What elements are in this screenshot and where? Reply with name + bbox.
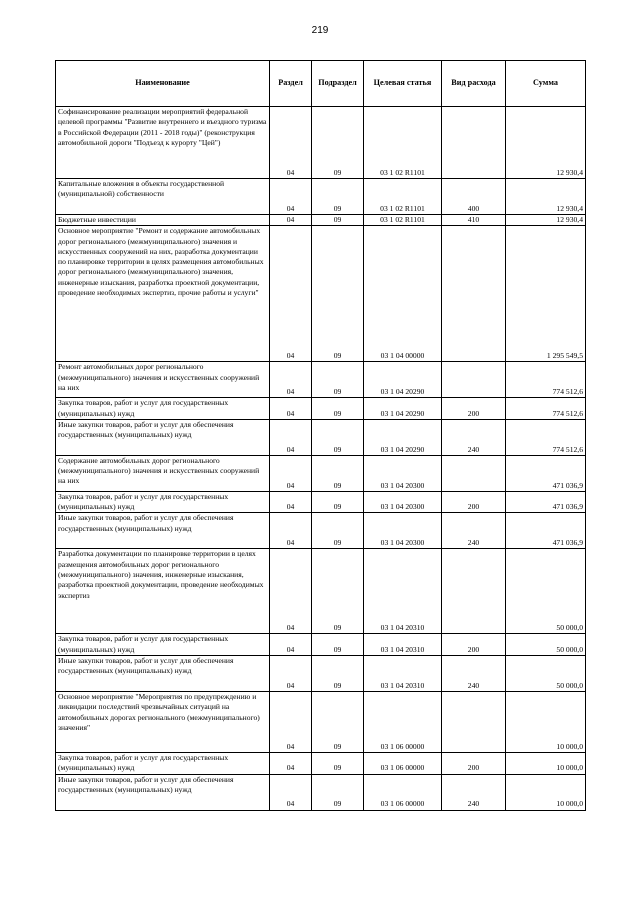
row-statya-cell: 03 1 04 20290	[364, 398, 442, 420]
row-razdel-cell: 04	[270, 179, 312, 215]
row-podrazdel-cell: 09	[312, 774, 364, 810]
row-name-cell: Бюджетные инвестиции	[56, 215, 270, 226]
column-header-podrazdel: Подраздел	[312, 61, 364, 107]
row-vid-cell	[442, 455, 506, 491]
row-name-cell: Ремонт автомобильных дорог регионального (межмуниципального) значения и искусственных сооружений на них	[56, 362, 270, 398]
table-row	[56, 398, 586, 420]
row-summa-cell: 12 930,4	[506, 215, 586, 226]
table-row	[56, 362, 586, 398]
row-razdel-cell: 04	[270, 753, 312, 775]
row-razdel-cell: 04	[270, 549, 312, 634]
table-row	[56, 107, 586, 179]
row-razdel-cell: 04	[270, 362, 312, 398]
row-vid-cell: 200	[442, 491, 506, 513]
row-name-cell: Разработка документации по планировке территории в целях размещения автомобильных дорог регионального (межмуниципального) значения, инженерные изыскания, разработка проектной документации, проведение необходимых экспертиз	[56, 549, 270, 634]
row-podrazdel-cell: 09	[312, 656, 364, 692]
row-vid-cell: 200	[442, 753, 506, 775]
row-razdel-cell: 04	[270, 692, 312, 753]
row-podrazdel-cell: 09	[312, 753, 364, 775]
row-razdel-cell: 04	[270, 634, 312, 656]
row-name-cell: Иные закупки товаров, работ и услуг для обеспечения государственных (муниципальных) нужд	[56, 419, 270, 455]
row-vid-cell	[442, 107, 506, 179]
row-statya-cell: 03 1 06 00000	[364, 753, 442, 775]
row-summa-cell: 10 000,0	[506, 774, 586, 810]
row-podrazdel-cell: 09	[312, 491, 364, 513]
row-vid-cell: 200	[442, 398, 506, 420]
row-summa-cell: 471 036,9	[506, 491, 586, 513]
row-statya-cell: 03 1 04 20290	[364, 362, 442, 398]
table-row	[56, 634, 586, 656]
row-summa-cell: 774 512,6	[506, 398, 586, 420]
row-summa-cell: 10 000,0	[506, 753, 586, 775]
row-name-cell: Содержание автомобильных дорог регионального (межмуниципального) значения и искусственных сооружений на них	[56, 455, 270, 491]
row-summa-cell: 774 512,6	[506, 362, 586, 398]
row-razdel-cell: 04	[270, 398, 312, 420]
column-header-statya: Целевая статья	[364, 61, 442, 107]
row-summa-cell: 50 000,0	[506, 634, 586, 656]
table-row	[56, 656, 586, 692]
row-podrazdel-cell: 09	[312, 398, 364, 420]
row-vid-cell: 240	[442, 419, 506, 455]
row-name-cell: Закупка товаров, работ и услуг для государственных (муниципальных) нужд	[56, 491, 270, 513]
row-statya-cell: 03 1 04 20310	[364, 634, 442, 656]
row-summa-cell: 50 000,0	[506, 549, 586, 634]
budget-table	[55, 60, 586, 811]
row-summa-cell: 774 512,6	[506, 419, 586, 455]
table-row	[56, 179, 586, 215]
table-row	[56, 549, 586, 634]
row-vid-cell	[442, 549, 506, 634]
table-row	[56, 513, 586, 549]
row-razdel-cell: 04	[270, 419, 312, 455]
row-summa-cell: 471 036,9	[506, 455, 586, 491]
column-header-razdel: Раздел	[270, 61, 312, 107]
table-row	[56, 226, 586, 362]
row-name-cell: Закупка товаров, работ и услуг для государственных (муниципальных) нужд	[56, 398, 270, 420]
row-name-cell: Иные закупки товаров, работ и услуг для обеспечения государственных (муниципальных) нужд	[56, 656, 270, 692]
row-podrazdel-cell: 09	[312, 179, 364, 215]
row-razdel-cell: 04	[270, 774, 312, 810]
row-podrazdel-cell: 09	[312, 107, 364, 179]
row-razdel-cell: 04	[270, 656, 312, 692]
row-statya-cell: 03 1 04 20300	[364, 491, 442, 513]
row-vid-cell: 240	[442, 513, 506, 549]
row-razdel-cell: 04	[270, 491, 312, 513]
table-row	[56, 753, 586, 775]
row-summa-cell: 50 000,0	[506, 656, 586, 692]
row-statya-cell: 03 1 02 R1101	[364, 179, 442, 215]
row-vid-cell	[442, 692, 506, 753]
row-summa-cell: 12 930,4	[506, 107, 586, 179]
row-statya-cell: 03 1 06 00000	[364, 774, 442, 810]
table-row	[56, 455, 586, 491]
row-podrazdel-cell: 09	[312, 549, 364, 634]
table-row	[56, 491, 586, 513]
page-number: 219	[311, 25, 329, 36]
row-razdel-cell: 04	[270, 513, 312, 549]
row-name-cell: Основное мероприятие "Мероприятия по предупреждению и ликвидации последствий чрезвычайных ситуаций на автомобильных дорогах регионального (межмуниципального) значения"	[56, 692, 270, 753]
column-header-name: Наименование	[56, 61, 270, 107]
row-statya-cell: 03 1 02 R1101	[364, 107, 442, 179]
row-vid-cell: 240	[442, 774, 506, 810]
table-row	[56, 774, 586, 810]
row-vid-cell: 400	[442, 179, 506, 215]
row-vid-cell: 240	[442, 656, 506, 692]
row-name-cell: Закупка товаров, работ и услуг для государственных (муниципальных) нужд	[56, 753, 270, 775]
row-statya-cell: 03 1 04 20300	[364, 513, 442, 549]
row-name-cell: Софинансирование реализации мероприятий федеральной целевой программы "Развитие внутреннего и въездного туризма в Российской Федерации (2011 - 2018 годы)" (реконструкция автомобильной дороги "Подъезд к курорту "Цей")	[56, 107, 270, 179]
row-vid-cell	[442, 226, 506, 362]
row-vid-cell: 200	[442, 634, 506, 656]
row-summa-cell: 12 930,4	[506, 179, 586, 215]
row-vid-cell: 410	[442, 215, 506, 226]
row-podrazdel-cell: 09	[312, 362, 364, 398]
row-name-cell: Основное мероприятие "Ремонт и содержание автомобильных дорог регионального (межмуниципального) значения и искусственных сооружений на них, разработка документации по планировке территории в целях размещения автомобильных дорог регионального (межмуниципального) значения, инженерные изыскания, разработка проектной документации, проведение необходимых экспертиз, прочие работы и услуги"	[56, 226, 270, 362]
row-razdel-cell: 04	[270, 107, 312, 179]
row-statya-cell: 03 1 04 20290	[364, 419, 442, 455]
row-statya-cell: 03 1 04 20300	[364, 455, 442, 491]
row-summa-cell: 471 036,9	[506, 513, 586, 549]
column-header-vid: Вид расхода	[442, 61, 506, 107]
row-razdel-cell: 04	[270, 226, 312, 362]
row-statya-cell: 03 1 04 00000	[364, 226, 442, 362]
row-razdel-cell: 04	[270, 455, 312, 491]
table-row	[56, 419, 586, 455]
row-name-cell: Капитальные вложения в объекты государственной (муниципальной) собственности	[56, 179, 270, 215]
row-summa-cell: 1 295 549,5	[506, 226, 586, 362]
row-podrazdel-cell: 09	[312, 419, 364, 455]
row-name-cell: Иные закупки товаров, работ и услуг для обеспечения государственных (муниципальных) нужд	[56, 513, 270, 549]
row-statya-cell: 03 1 04 20310	[364, 549, 442, 634]
table-body	[56, 107, 586, 811]
row-podrazdel-cell: 09	[312, 692, 364, 753]
row-statya-cell: 03 1 02 R1101	[364, 215, 442, 226]
column-header-summa: Сумма	[506, 61, 586, 107]
row-podrazdel-cell: 09	[312, 634, 364, 656]
row-podrazdel-cell: 09	[312, 215, 364, 226]
row-podrazdel-cell: 09	[312, 513, 364, 549]
row-podrazdel-cell: 09	[312, 455, 364, 491]
row-podrazdel-cell: 09	[312, 226, 364, 362]
table-header-row	[56, 61, 586, 107]
row-vid-cell	[442, 362, 506, 398]
row-statya-cell: 03 1 04 20310	[364, 656, 442, 692]
row-summa-cell: 10 000,0	[506, 692, 586, 753]
table-row	[56, 215, 586, 226]
row-name-cell: Иные закупки товаров, работ и услуг для обеспечения государственных (муниципальных) нужд	[56, 774, 270, 810]
table-row	[56, 692, 586, 753]
row-razdel-cell: 04	[270, 215, 312, 226]
row-name-cell: Закупка товаров, работ и услуг для государственных (муниципальных) нужд	[56, 634, 270, 656]
row-statya-cell: 03 1 06 00000	[364, 692, 442, 753]
